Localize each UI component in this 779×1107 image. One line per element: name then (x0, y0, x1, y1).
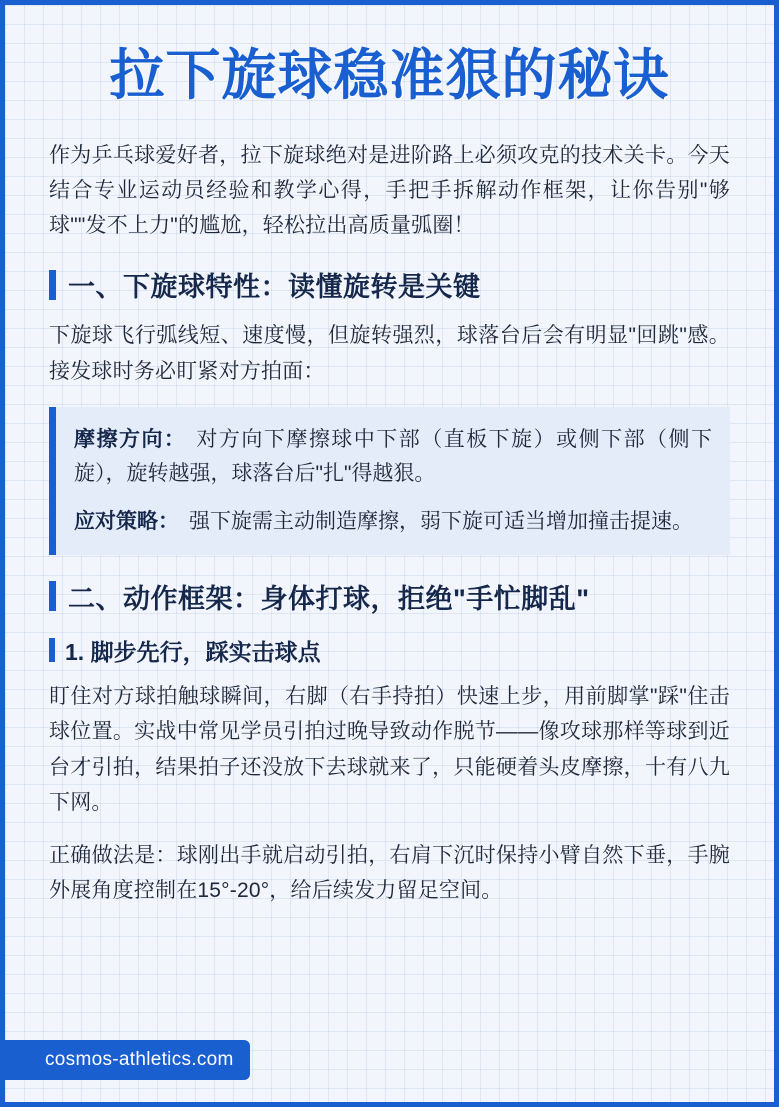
subheading-accent-bar-icon (49, 638, 55, 662)
callout-label-1: 摩擦方向： (74, 427, 187, 451)
section-2-paragraph-1: 盯住对方球拍触球瞬间，右脚（右手持拍）快速上步，用前脚掌"踩"住击球位置。实战中常见学员引拍过晚导致动作脱节——像攻球那样等球到近台才引拍，结果拍子还没放下去球就来了，只能硬着头皮摩擦，十有八九下网。 (49, 684, 730, 814)
heading-accent-bar-icon (49, 270, 56, 300)
callout-text-1: 对方向下摩擦球中下部（直板下旋）或侧下部（侧下旋），旋转越强，球落台后"扎"得越狠。 (74, 427, 713, 485)
section-1-paragraph: 下旋球飞行弧线短、速度慢，但旋转强烈，球落台后会有明显"回跳"感。接发球时务必盯紧对方拍面： (49, 324, 730, 383)
section-heading-2-label: 二、动作框架：身体打球，拒绝"手忙脚乱" (68, 583, 590, 614)
section-heading-1 (49, 265, 730, 304)
watermark-badge: cosmos-athletics.com (5, 1040, 250, 1080)
subsection-heading (49, 634, 730, 667)
section-2-paragraph-2: 正确做法是：球刚出手就启动引拍，右肩下沉时保持小臂自然下垂，手腕外展角度控制在15°-20°，给后续发力留足空间。 (49, 844, 730, 903)
callout-row (74, 423, 712, 491)
page-title: 拉下旋球稳准狠的秘诀 (109, 44, 670, 106)
heading-accent-bar-icon (49, 581, 56, 611)
subsection-heading-label: 1. 脚步先行，踩实击球点 (65, 638, 321, 665)
poster-content (5, 5, 774, 1102)
callout-label-2: 应对策略： (74, 509, 179, 533)
callout-box (49, 407, 730, 555)
section-heading-1-label: 一、下旋球特性：读懂旋转是关键 (68, 272, 481, 303)
callout-row (74, 505, 712, 539)
callout-text-2: 强下旋需主动制造摩擦，弱下旋可适当增加撞击提速。 (189, 509, 693, 533)
section-heading-2 (49, 577, 730, 616)
intro-paragraph: 作为乒乓球爱好者，拉下旋球绝对是进阶路上必须攻克的技术关卡。今天结合专业运动员经验和教学心得，手把手拆解动作框架，让你告别"够球""发不上力"的尴尬，轻松拉出高质量弧圈！ (49, 143, 730, 238)
